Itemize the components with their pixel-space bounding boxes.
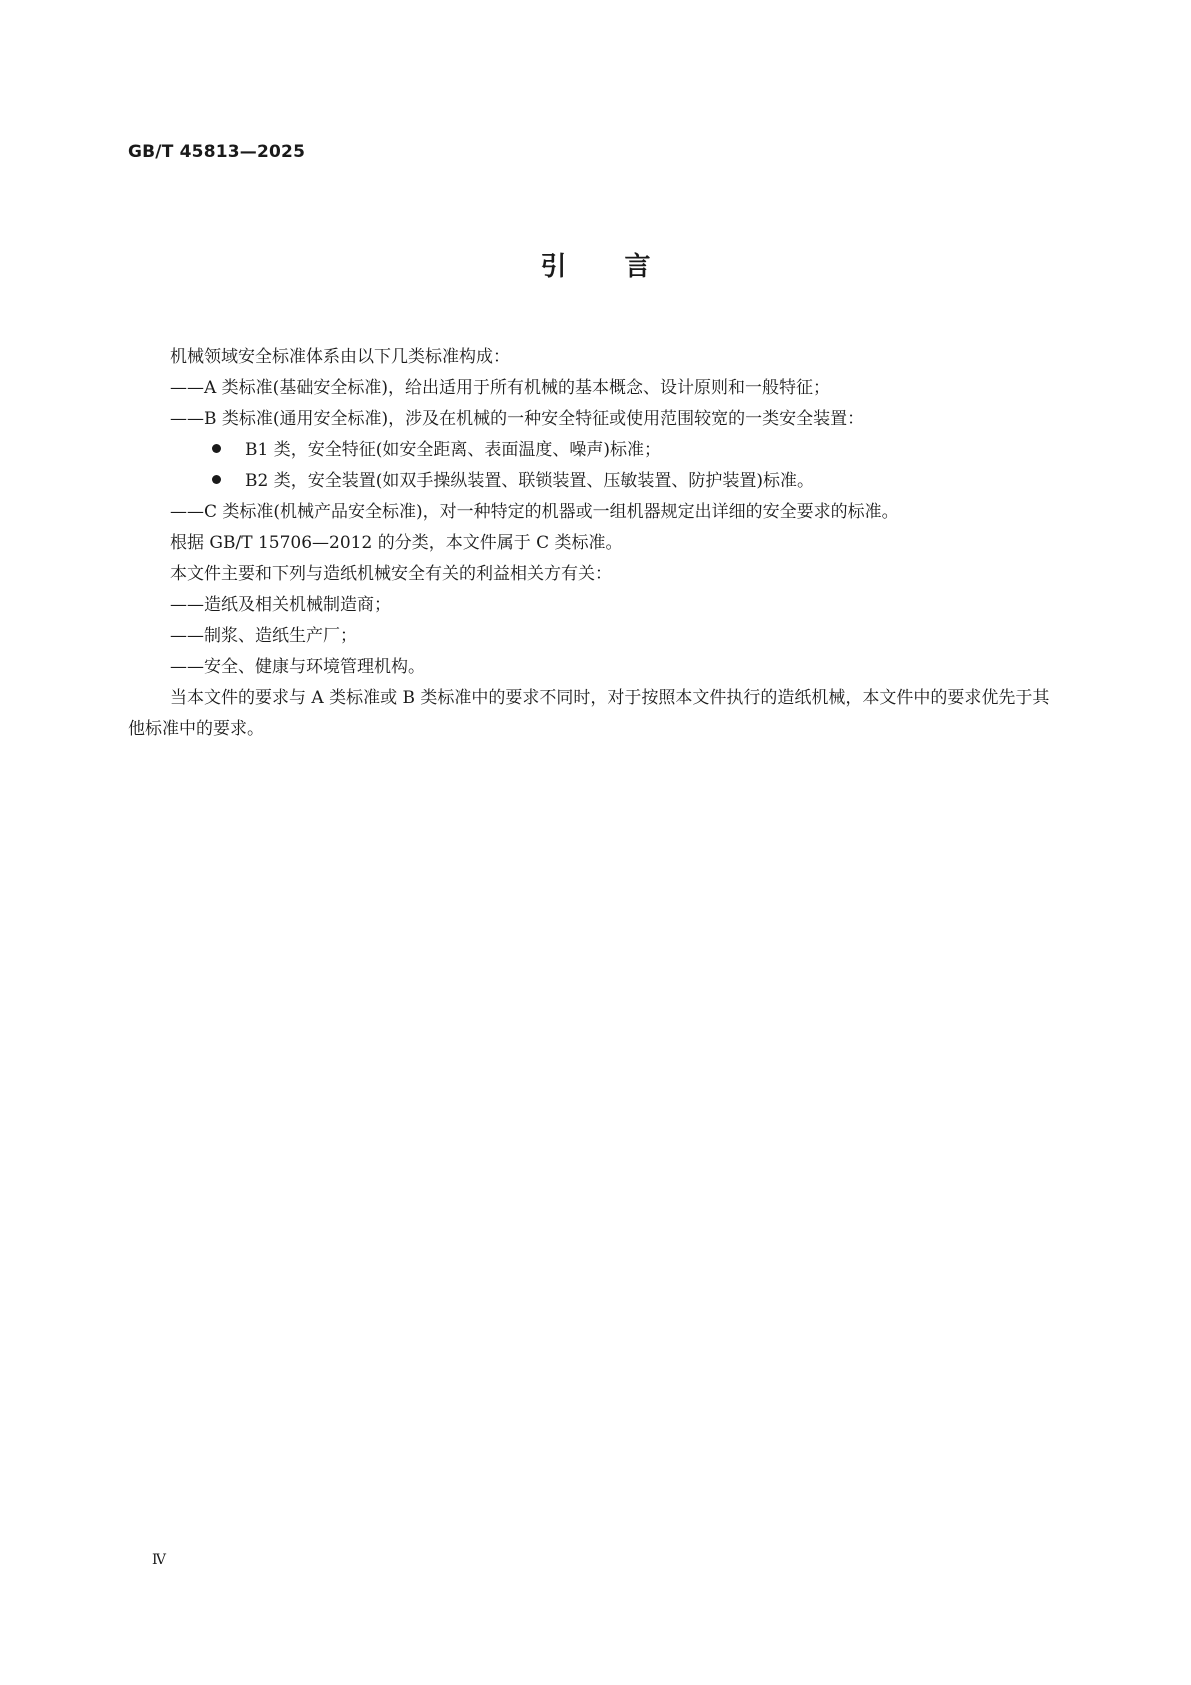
- page-number: Ⅳ: [152, 1552, 166, 1568]
- paragraph-intro: 机械领域安全标准体系由以下几类标准构成：: [170, 347, 510, 367]
- list-item-type-a: ——A 类标准(基础安全标准)，给出适用于所有机械的基本概念、设计原则和一般特征；: [170, 378, 830, 398]
- page-title: 引言: [540, 252, 709, 282]
- bullet-icon: [212, 475, 221, 484]
- bullet-item-b1: [128, 435, 1063, 466]
- list-item-type-b: ——B 类标准(通用安全标准)，涉及在机械的一种安全特征或使用范围较宽的一类安全装置：: [170, 409, 865, 429]
- bullet-item-b2: [128, 466, 1063, 497]
- list-item-mills: ——制浆、造纸生产厂；: [170, 626, 357, 646]
- list-item-type-c: ——C 类标准(机械产品安全标准)，对一种特定的机器或一组机器规定出详细的安全要求的标准。: [170, 502, 899, 522]
- paragraph-stakeholders: 本文件主要和下列与造纸机械安全有关的利益相关方有关：: [170, 564, 612, 584]
- paragraph-classification: 根据 GB/T 15706—2012 的分类，本文件属于 C 类标准。: [170, 533, 623, 553]
- list-item-agencies: ——安全、健康与环境管理机构。: [170, 657, 425, 677]
- introduction-body: [128, 342, 1063, 745]
- bullet-text-b1: B1 类，安全特征(如安全距离、表面温度、噪声)标准；: [245, 440, 661, 460]
- bullet-icon: [212, 444, 221, 453]
- paragraph-precedence: 当本文件的要求与 A 类标准或 B 类标准中的要求不同时，对于按照本文件执行的造纸机械，本文件中的要求优先于其他标准中的要求。: [128, 688, 1050, 739]
- bullet-text-b2: B2 类，安全装置(如双手操纵装置、联锁装置、压敏装置、防护装置)标准。: [245, 471, 814, 491]
- list-item-manufacturers: ——造纸及相关机械制造商；: [170, 595, 391, 615]
- standard-code: GB/T 45813—2025: [128, 142, 306, 162]
